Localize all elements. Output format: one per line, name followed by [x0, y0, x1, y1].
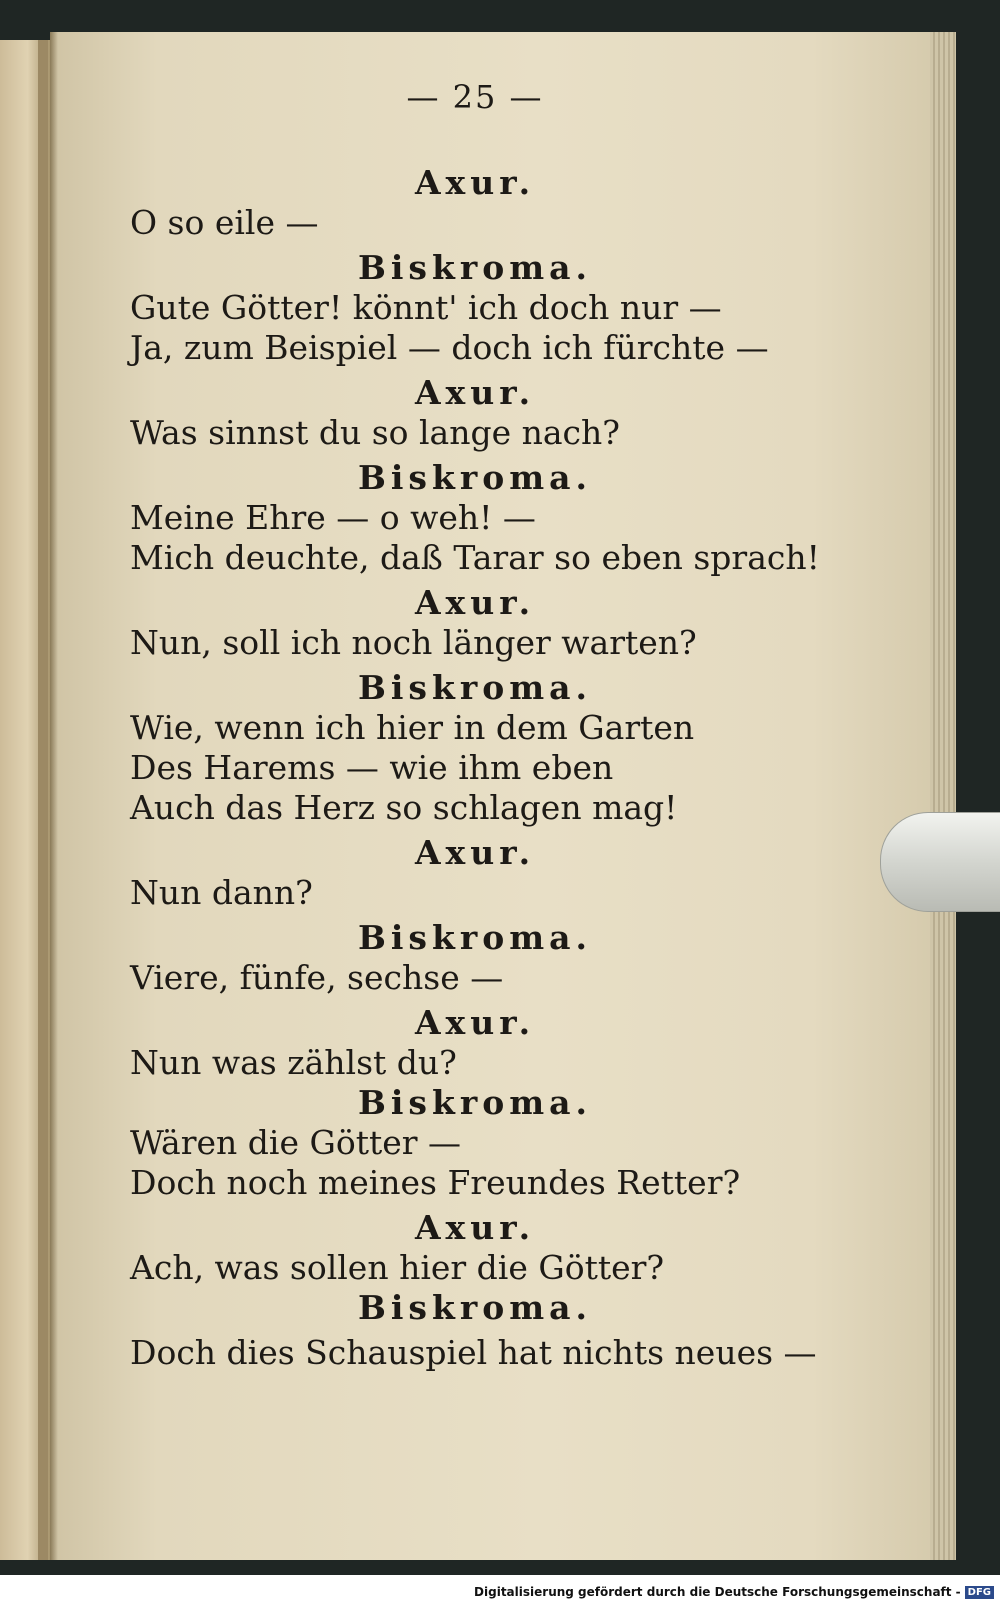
- speaker-name: Axur.: [414, 833, 536, 872]
- footer-credit: [0, 1575, 1000, 1609]
- verse-line: Meine Ehre — o weh! —: [130, 498, 536, 537]
- speaker-name: Axur.: [414, 373, 536, 412]
- speaker-name: Biskroma.: [357, 1083, 593, 1122]
- footer-text: Digitalisierung gefördert durch die Deutsche Forschungsgemeinschaft -: [474, 1585, 961, 1599]
- verse-line: Viere, fünfe, sechse —: [130, 958, 504, 997]
- verse-line: Was sinnst du so lange nach?: [130, 413, 620, 452]
- speaker-name: Biskroma.: [357, 1288, 593, 1327]
- verse-line: Nun dann?: [130, 873, 313, 912]
- verse-line: Wie, wenn ich hier in dem Garten: [130, 708, 695, 747]
- verse-line: Wären die Götter —: [130, 1123, 462, 1162]
- verse-line: Doch noch meines Freundes Retter?: [130, 1163, 741, 1202]
- dfg-logo: DFG: [965, 1586, 994, 1599]
- verse-line: Doch dies Schauspiel hat nichts neues —: [130, 1333, 817, 1372]
- verse-line: Auch das Herz so schlagen mag!: [130, 788, 678, 827]
- verse-line: Gute Götter! könnt' ich doch nur —: [130, 288, 722, 327]
- page-number: — 25 —: [406, 78, 544, 116]
- verse-line: Des Harems — wie ihm eben: [130, 748, 614, 787]
- speaker-name: Biskroma.: [357, 918, 593, 957]
- verse-line: Nun was zählst du?: [130, 1043, 457, 1082]
- verse-line: Mich deuchte, daß Tarar so eben sprach!: [130, 538, 820, 577]
- speaker-name: Biskroma.: [357, 668, 593, 707]
- speaker-name: Biskroma.: [357, 458, 593, 497]
- page-gutter-shadow: [50, 32, 58, 1560]
- speaker-name: Axur.: [414, 1003, 536, 1042]
- verse-line: Ach, was sollen hier die Götter?: [130, 1248, 665, 1287]
- page-stack-edge: [930, 32, 956, 1560]
- verse-line: Ja, zum Beispiel — doch ich fürchte —: [130, 328, 769, 367]
- verse-line: O so eile —: [130, 203, 319, 242]
- verse-line: Nun, soll ich noch länger warten?: [130, 623, 697, 662]
- speaker-name: Axur.: [414, 1208, 536, 1247]
- left-page-shadow: [38, 40, 48, 1560]
- bookmark-clip-tab: [880, 812, 1000, 912]
- speaker-name: Axur.: [414, 583, 536, 622]
- speaker-name: Axur.: [414, 163, 536, 202]
- speaker-name: Biskroma.: [357, 248, 593, 287]
